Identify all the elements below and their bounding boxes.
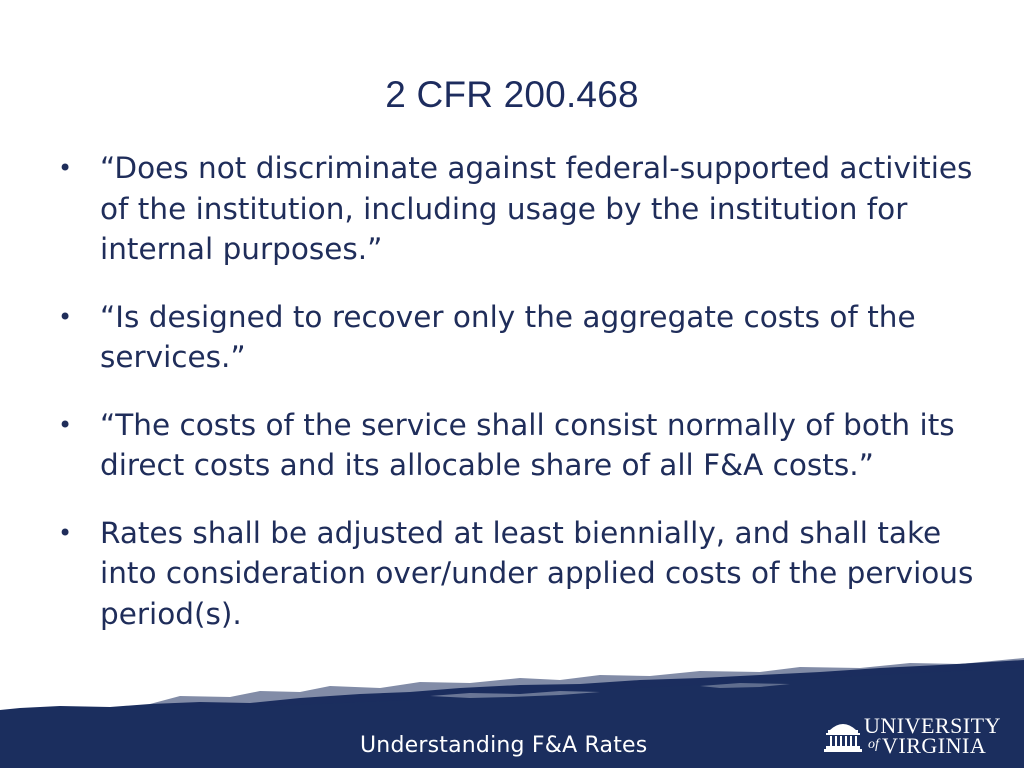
bullet-text: “The costs of the service shall consist normally of both its direct costs and its allocable share of all F&A costs.”: [100, 407, 955, 482]
rotunda-icon: [824, 716, 862, 754]
footer-title: Understanding F&A Rates: [360, 733, 648, 758]
bullet-list: [56, 148, 991, 634]
bullet-text: “Does not discriminate against federal-supported activities of the institution, including usage by the institution for internal purposes.”: [100, 151, 973, 266]
bullet-dot-icon: •: [58, 154, 73, 182]
bullet-text: Rates shall be adjusted at least biennially, and shall take into consideration over/under applied costs of the pervious period(s).: [100, 515, 974, 631]
bullet-item: [56, 297, 991, 378]
university-logo: [824, 713, 1001, 760]
logo-text-university: UNIVERSITY: [864, 713, 1001, 738]
bullet-dot-icon: •: [58, 410, 73, 439]
bullet-item: [56, 513, 991, 635]
bullet-dot-icon: •: [58, 518, 73, 547]
bullet-item: [56, 405, 991, 486]
bullet-dot-icon: •: [58, 302, 73, 331]
bullet-item: [56, 148, 991, 270]
bullet-text: “Is designed to recover only the aggregate costs of the services.”: [100, 299, 916, 374]
logo-text-virginia: VIRGINIA: [882, 733, 987, 758]
logo-text-of: of: [868, 737, 879, 752]
slide-title: 2 CFR 200.468: [385, 74, 639, 115]
